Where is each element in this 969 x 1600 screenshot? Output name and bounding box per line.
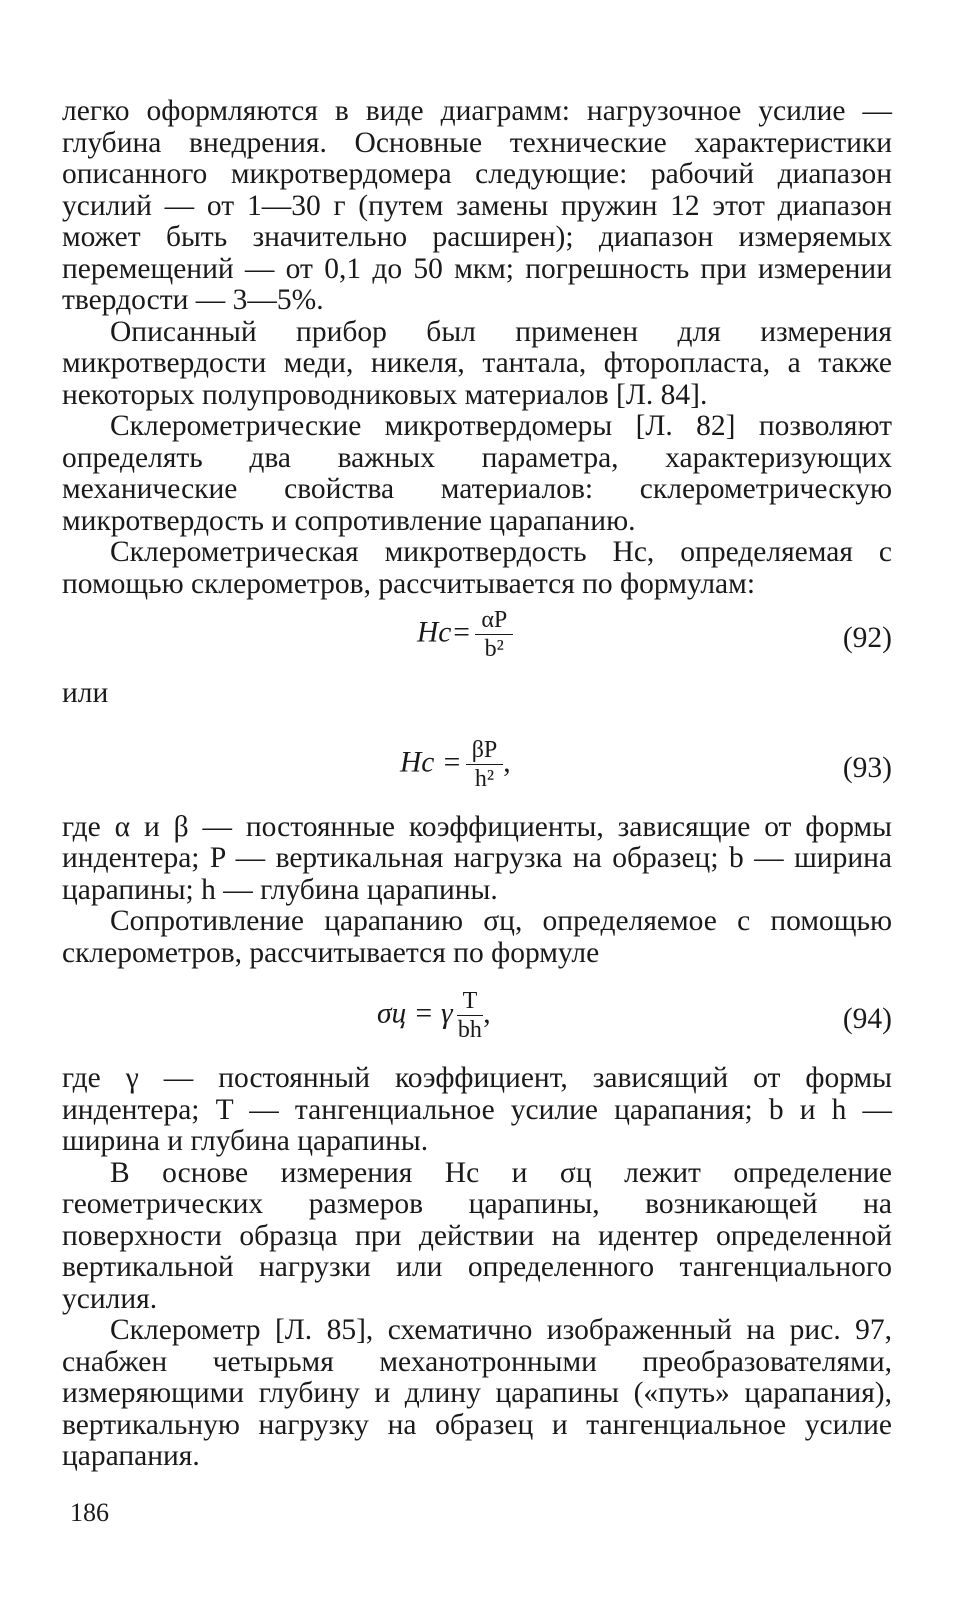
formula-93-lhs: Hс = bbox=[400, 745, 462, 778]
page-body bbox=[62, 96, 892, 1473]
paragraph-3: Склерометрические микротвердомеры [Л. 82] позволяют определять два важных параметра, характеризующих механические свойства материалов: склерометрическую микротвердость и сопротивление царапанию. bbox=[62, 410, 892, 537]
formula-92 bbox=[62, 600, 892, 668]
formula-93-comma: , bbox=[503, 745, 511, 778]
formula-92-number: (92) bbox=[842, 622, 892, 654]
paragraph-8: В основе измерения Hс и σц лежит определение геометрических размеров царапины, возникающей на поверхности образца при действии на идентер определенной вертикальной нагрузки или определенного тангенциального усилия. bbox=[62, 1156, 892, 1315]
formula-92-denominator: b² bbox=[484, 636, 504, 662]
formula-93-numerator: βP bbox=[466, 738, 504, 765]
formula-94 bbox=[62, 981, 892, 1049]
formula-94-comma: , bbox=[483, 997, 491, 1030]
formula-93-fraction bbox=[466, 738, 504, 791]
paragraph-7: где γ — постоянный коэффициент, зависящий от формы индентера; T — тангенциальное усилие царапания; b и h — ширина и глубина царапины. bbox=[62, 1062, 892, 1157]
formula-92-fraction bbox=[475, 608, 513, 661]
paragraph-5: где α и β — постоянные коэффициенты, зависящие от формы индентера; P — вертикальная нагрузка на образец; b — ширина царапины; h — глубина царапины. bbox=[62, 810, 892, 906]
connector-ili: или bbox=[62, 677, 109, 709]
paragraph-1: легко оформляются в виде диаграмм: нагрузочное усилие — глубина внедрения. Основные технические характеристики описанного микротвердомера следующие: рабочий диапазон усилий — от 1—30 г (путем замены пружин 12 этот диапазон может быть значительно расширен); диапазон измеряемых перемещений — от 0,1 до 50 мкм; погрешность при измерении твердости — 3—5%. bbox=[62, 95, 892, 316]
paragraph-9: Склерометр [Л. 85], схематично изображенный на рис. 97, снабжен четырьмя механотронными преобразователями, измеряющими глубину и длину царапины («путь» царапания), вертикальную нагрузку на образец и тангенциальное усилие царапания. bbox=[62, 1314, 892, 1472]
paragraph-4: Склерометрическая микротвердость Hс, определяемая с помощью склерометров, рассчитывается по формулам: bbox=[62, 536, 892, 600]
formula-94-lhs: σц = γ bbox=[377, 997, 453, 1030]
page-number: 186 bbox=[70, 1498, 109, 1527]
formula-93 bbox=[62, 730, 892, 798]
paragraph-6: Сопротивление царапанию σц, определяемое с помощью склерометров, рассчитывается по формуле bbox=[62, 905, 892, 969]
formula-94-numerator: T bbox=[457, 989, 484, 1016]
paragraph-2: Описанный прибор был применен для измерения микротвердости меди, никеля, тантала, фторопласта, а также некоторых полупроводниковых материалов [Л. 84]. bbox=[62, 315, 892, 411]
formula-92-numerator: αP bbox=[475, 608, 513, 635]
formula-94-denominator: bh bbox=[457, 1017, 482, 1043]
formula-93-number: (93) bbox=[842, 751, 892, 784]
formula-94-fraction bbox=[457, 989, 484, 1042]
formula-94-number: (94) bbox=[842, 1003, 892, 1035]
formula-92-lhs: Hс= bbox=[417, 616, 472, 649]
formula-93-denominator: h² bbox=[474, 765, 495, 792]
